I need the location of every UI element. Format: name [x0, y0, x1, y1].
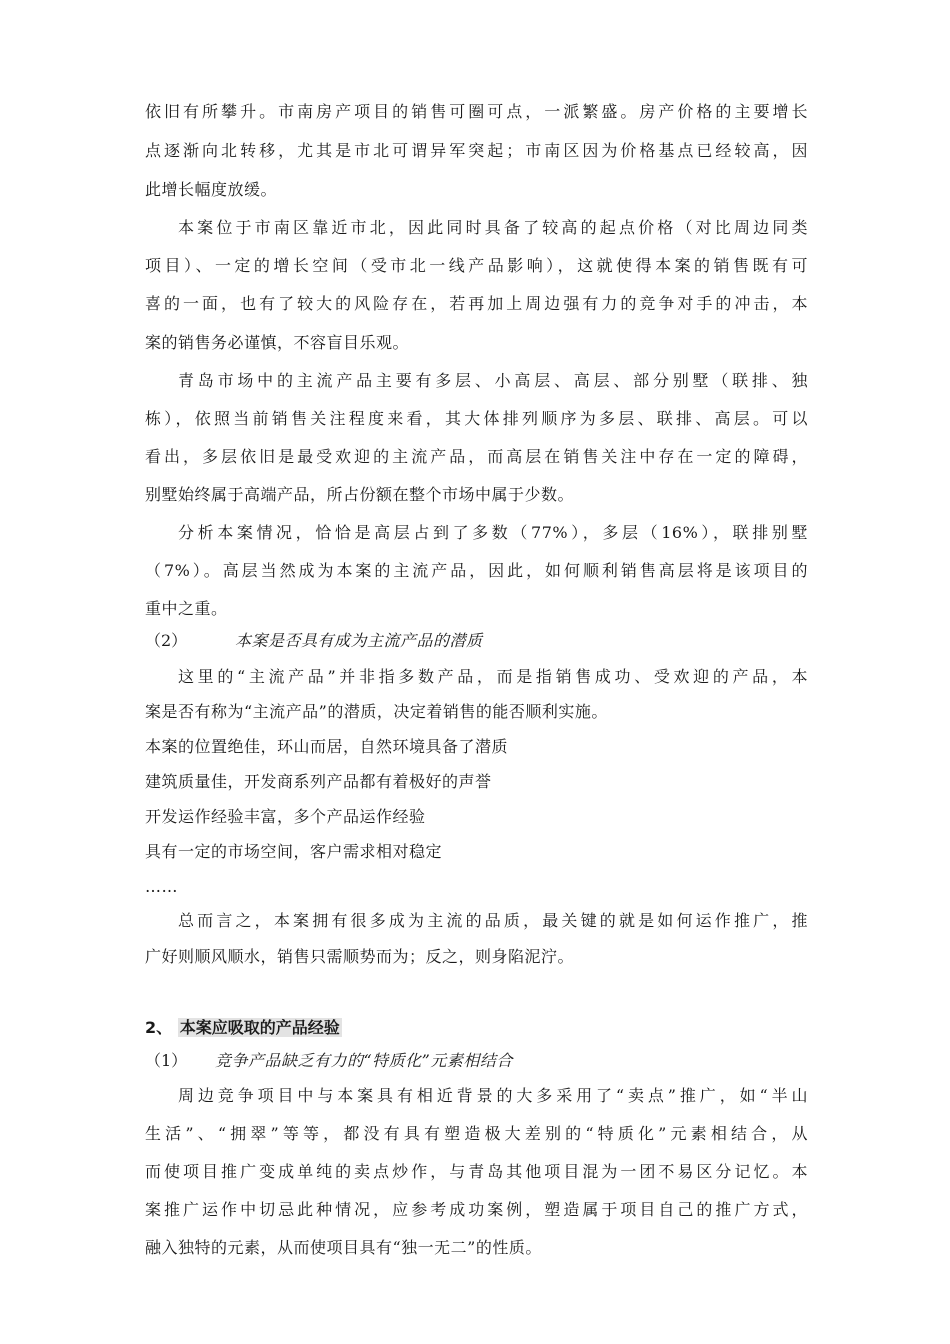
paragraph-6-line-2: 广好则顺风顺水，销售只需顺势而为；反之，则身陷泥泞。 — [145, 947, 575, 966]
paragraph-5-line-2: 案是否有称为“主流产品”的潜质，决定着销售的能否顺利实施。 — [145, 702, 608, 721]
paragraph-4-line-3: 重中之重。 — [145, 599, 228, 618]
subheading-1-number: （1） — [145, 1051, 188, 1070]
paragraph-7-line-2: 生活”、“拥翠”等等，都没有具有塑造极大差别的“特质化”元素相结合，从 — [145, 1124, 808, 1143]
list-item-ellipsis: …… — [145, 877, 178, 896]
paragraph-2-line-1: 本案位于市南区靠近市北，因此同时具备了较高的起点价格（对比周边同类 — [178, 218, 808, 237]
paragraph-3-line-2: 栋），依照当前销售关注程度来看，其大体排列顺序为多层、联排、高层。可以 — [145, 409, 808, 428]
paragraph-4-line-1: 分析本案情况，恰恰是高层占到了多数（77%），多层（16%），联排别墅 — [178, 523, 808, 542]
paragraph-6-line-1: 总而言之，本案拥有很多成为主流的品质，最关键的就是如何运作推广，推 — [178, 911, 808, 930]
subheading-1-title: 竞争产品缺乏有力的“特质化”元素相结合 — [215, 1051, 513, 1070]
paragraph-4-line-2: （7%）。高层当然成为本案的主流产品，因此，如何顺利销售高层将是该项目的 — [145, 561, 808, 580]
list-item: 开发运作经验丰富，多个产品运作经验 — [145, 807, 426, 826]
paragraph-7-line-5: 融入独特的元素，从而使项目具有“独一无二”的性质。 — [145, 1238, 542, 1257]
paragraph-5-line-1: 这里的“主流产品”并非指多数产品，而是指销售成功、受欢迎的产品，本 — [178, 667, 808, 686]
paragraph-1-line-2: 点逐渐向北转移，尤其是市北可谓异军突起；市南区因为价格基点已经较高，因 — [145, 141, 808, 160]
paragraph-2-line-4: 案的销售务必谨慎，不容盲目乐观。 — [145, 333, 410, 352]
paragraph-3-line-3: 看出，多层依旧是最受欢迎的主流产品，而高层在销售关注中存在一定的障碍， — [145, 447, 808, 466]
paragraph-3-line-1: 青岛市场中的主流产品主要有多层、小高层、高层、部分别墅（联排、独 — [178, 371, 808, 390]
section-2-title: 本案应吸取的产品经验 — [179, 1018, 340, 1037]
subheading-2-number: （2） — [145, 631, 188, 650]
section-2-heading — [145, 1018, 342, 1038]
section-2-number: 2、 — [145, 1018, 173, 1037]
paragraph-3-line-4: 别墅始终属于高端产品，所占份额在整个市场中属于少数。 — [145, 485, 575, 504]
paragraph-2-line-2: 项目）、一定的增长空间（受市北一线产品影响），这就使得本案的销售既有可 — [145, 256, 808, 275]
list-item: 具有一定的市场空间，客户需求相对稳定 — [145, 842, 443, 861]
paragraph-7-line-4: 案推广运作中切忌此种情况，应参考成功案例，塑造属于项目自己的推广方式， — [145, 1200, 808, 1219]
paragraph-2-line-3: 喜的一面，也有了较大的风险存在，若再加上周边强有力的竞争对手的冲击，本 — [145, 294, 808, 313]
subheading-2-title: 本案是否具有成为主流产品的潜质 — [235, 631, 483, 650]
paragraph-1-line-3: 此增长幅度放缓。 — [145, 180, 278, 199]
paragraph-7-line-3: 而使项目推广变成单纯的卖点炒作，与青岛其他项目混为一团不易区分记忆。本 — [145, 1162, 808, 1181]
list-item: 本案的位置绝佳，环山而居，自然环境具备了潜质 — [145, 737, 509, 756]
paragraph-1-line-1: 依旧有所攀升。市南房产项目的销售可圈可点，一派繁盛。房产价格的主要增长 — [145, 102, 808, 121]
list-item: 建筑质量佳，开发商系列产品都有着极好的声誉 — [145, 772, 492, 791]
paragraph-7-line-1: 周边竞争项目中与本案具有相近背景的大多采用了“卖点”推广，如“半山 — [178, 1086, 808, 1105]
